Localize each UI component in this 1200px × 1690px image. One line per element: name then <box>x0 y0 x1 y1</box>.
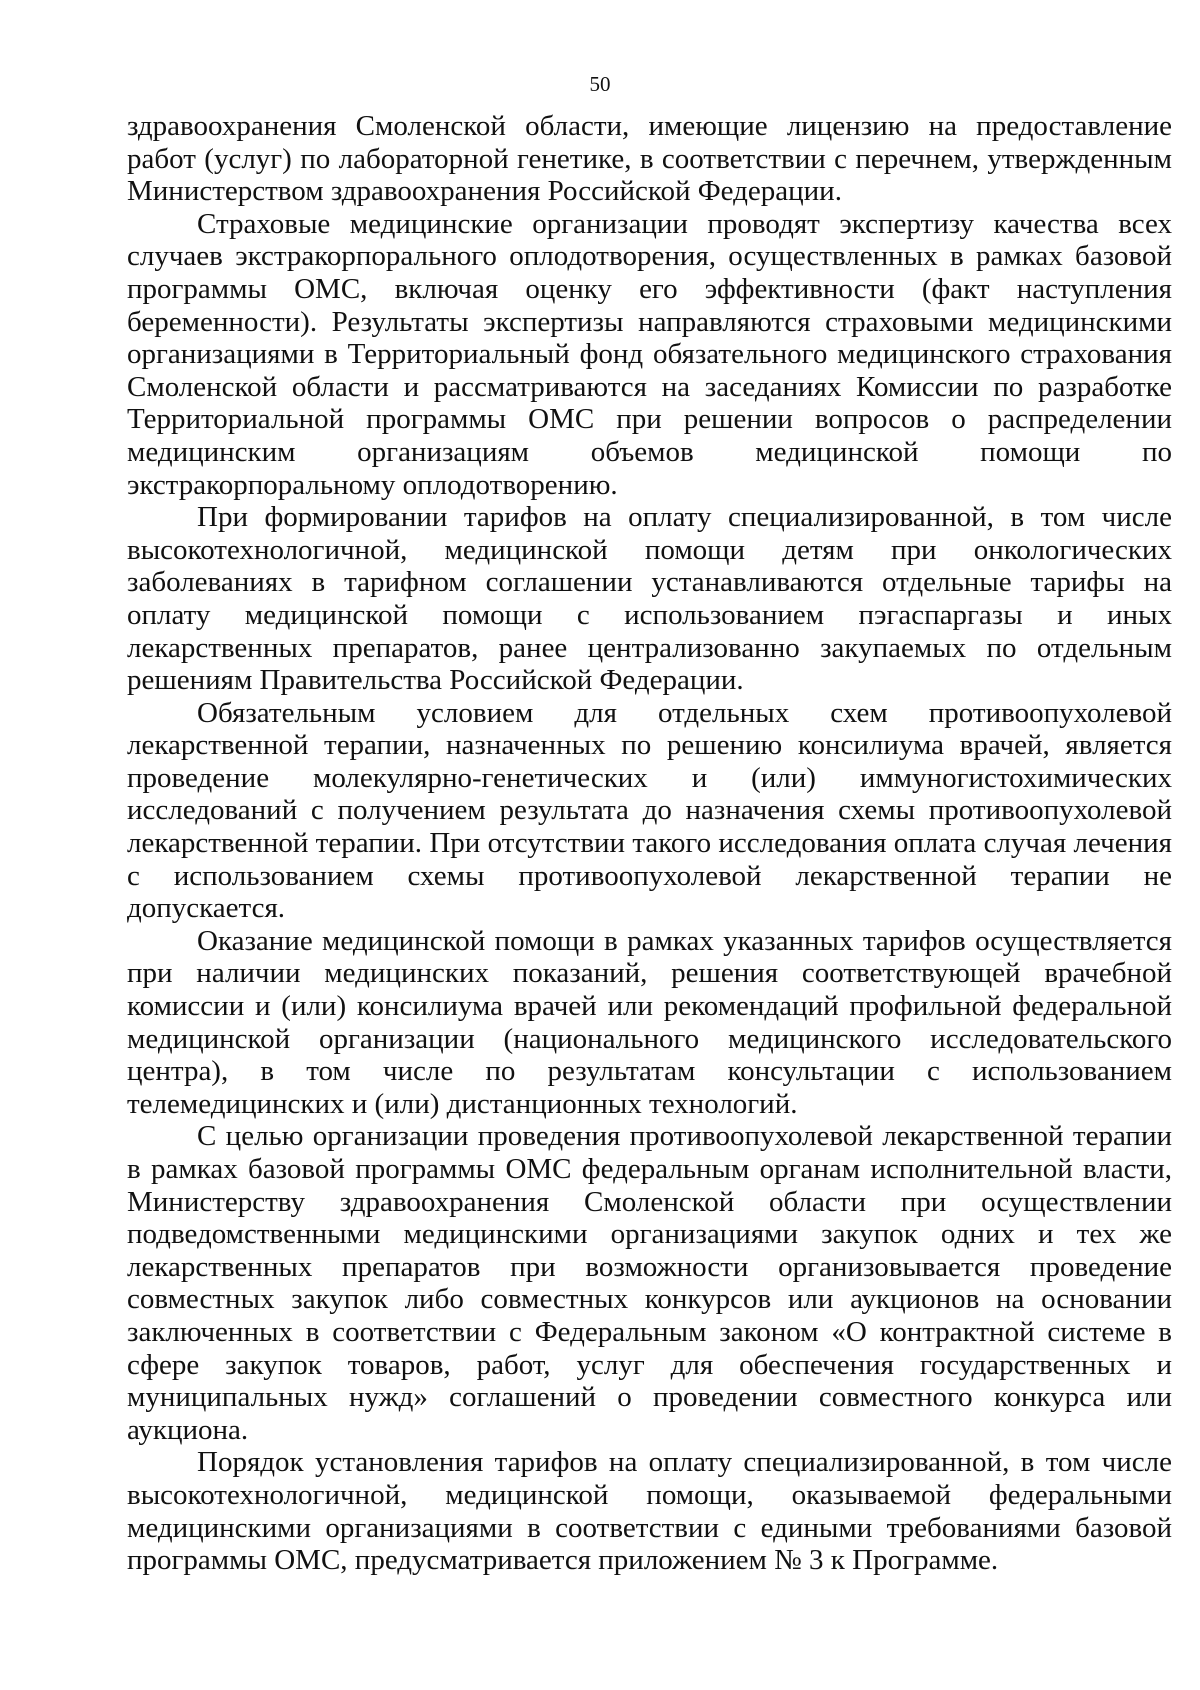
page-number: 50 <box>589 72 611 96</box>
paragraph-continuation: здравоохранения Смоленской области, имеющие лицензию на предоставление работ (услуг) по лабораторной генетике, в соответствии с перечнем, утвержденным Министерством здравоохранения Российской Федерации. <box>127 110 1172 208</box>
paragraph-tariff-procedure: Порядок установления тарифов на оплату специализированной, в том числе высокотехнологичной, медицинской помощи, оказываемой федеральными медицинскими организациями в соответствии с едиными требованиями базовой программы ОМС, предусматривается приложением № 3 к Программе. <box>127 1446 1172 1577</box>
paragraph-pediatric-oncology-tariffs: При формировании тарифов на оплату специализированной, в том числе высокотехнологичной, медицинской помощи детям при онкологических заболеваниях в тарифном соглашении устанавливаются отдельные тарифы на оплату медицинской помощи с использованием пэгаспаргазы и иных лекарственных препаратов, ранее централизованно закупаемых по отдельным решениям Правительства Российской Федерации. <box>127 501 1172 697</box>
paragraph-joint-procurement: С целью организации проведения противоопухолевой лекарственной терапии в рамках базовой программы ОМС федеральным органам исполнительной власти, Министерству здравоохранения Смоленской области при осуществлении подведомственными медицинскими организациями закупок одних и тех же лекарственных препаратов при возможности организовывается проведение совместных закупок либо совместных конкурсов или аукционов на основании заключенных в соответствии с Федеральным законом «О контрактной системе в сфере закупок товаров, работ, услуг для обеспечения государственных и муниципальных нужд» соглашений о проведении совместного конкурса или аукциона. <box>127 1120 1172 1446</box>
document-body <box>127 110 1172 1577</box>
paragraph-care-conditions: Оказание медицинской помощи в рамках указанных тарифов осуществляется при наличии медицинских показаний, решения соответствующей врачебной комиссии и (или) консилиума врачей или рекомендаций профильной федеральной медицинской организации (национального медицинского исследовательского центра), в том числе по результатам консультации с использованием телемедицинских и (или) дистанционных технологий. <box>127 924 1172 1120</box>
paragraph-mandatory-testing: Обязательным условием для отдельных схем противоопухолевой лекарственной терапии, назначенных по решению консилиума врачей, является проведение молекулярно-генетических и (или) иммуногистохимических исследований с получением результата до назначения схемы противоопухолевой лекарственной терапии. При отсутствии такого исследования оплата случая лечения с использованием схемы противоопухолевой лекарственной терапии не допускается. <box>127 696 1172 925</box>
paragraph-ivf-expertise: Страховые медицинские организации проводят экспертизу качества всех случаев экстракорпорального оплодотворения, осуществленных в рамках базовой программы ОМС, включая оценку его эффективности (факт наступления беременности). Результаты экспертизы направляются страховыми медицинскими организациями в Территориальный фонд обязательного медицинского страхования Смоленской области и рассматриваются на заседаниях Комиссии по разработке Территориальной программы ОМС при решении вопросов о распределении медицинским организациям объемов медицинской помощи по экстракорпоральному оплодотворению. <box>127 207 1172 501</box>
